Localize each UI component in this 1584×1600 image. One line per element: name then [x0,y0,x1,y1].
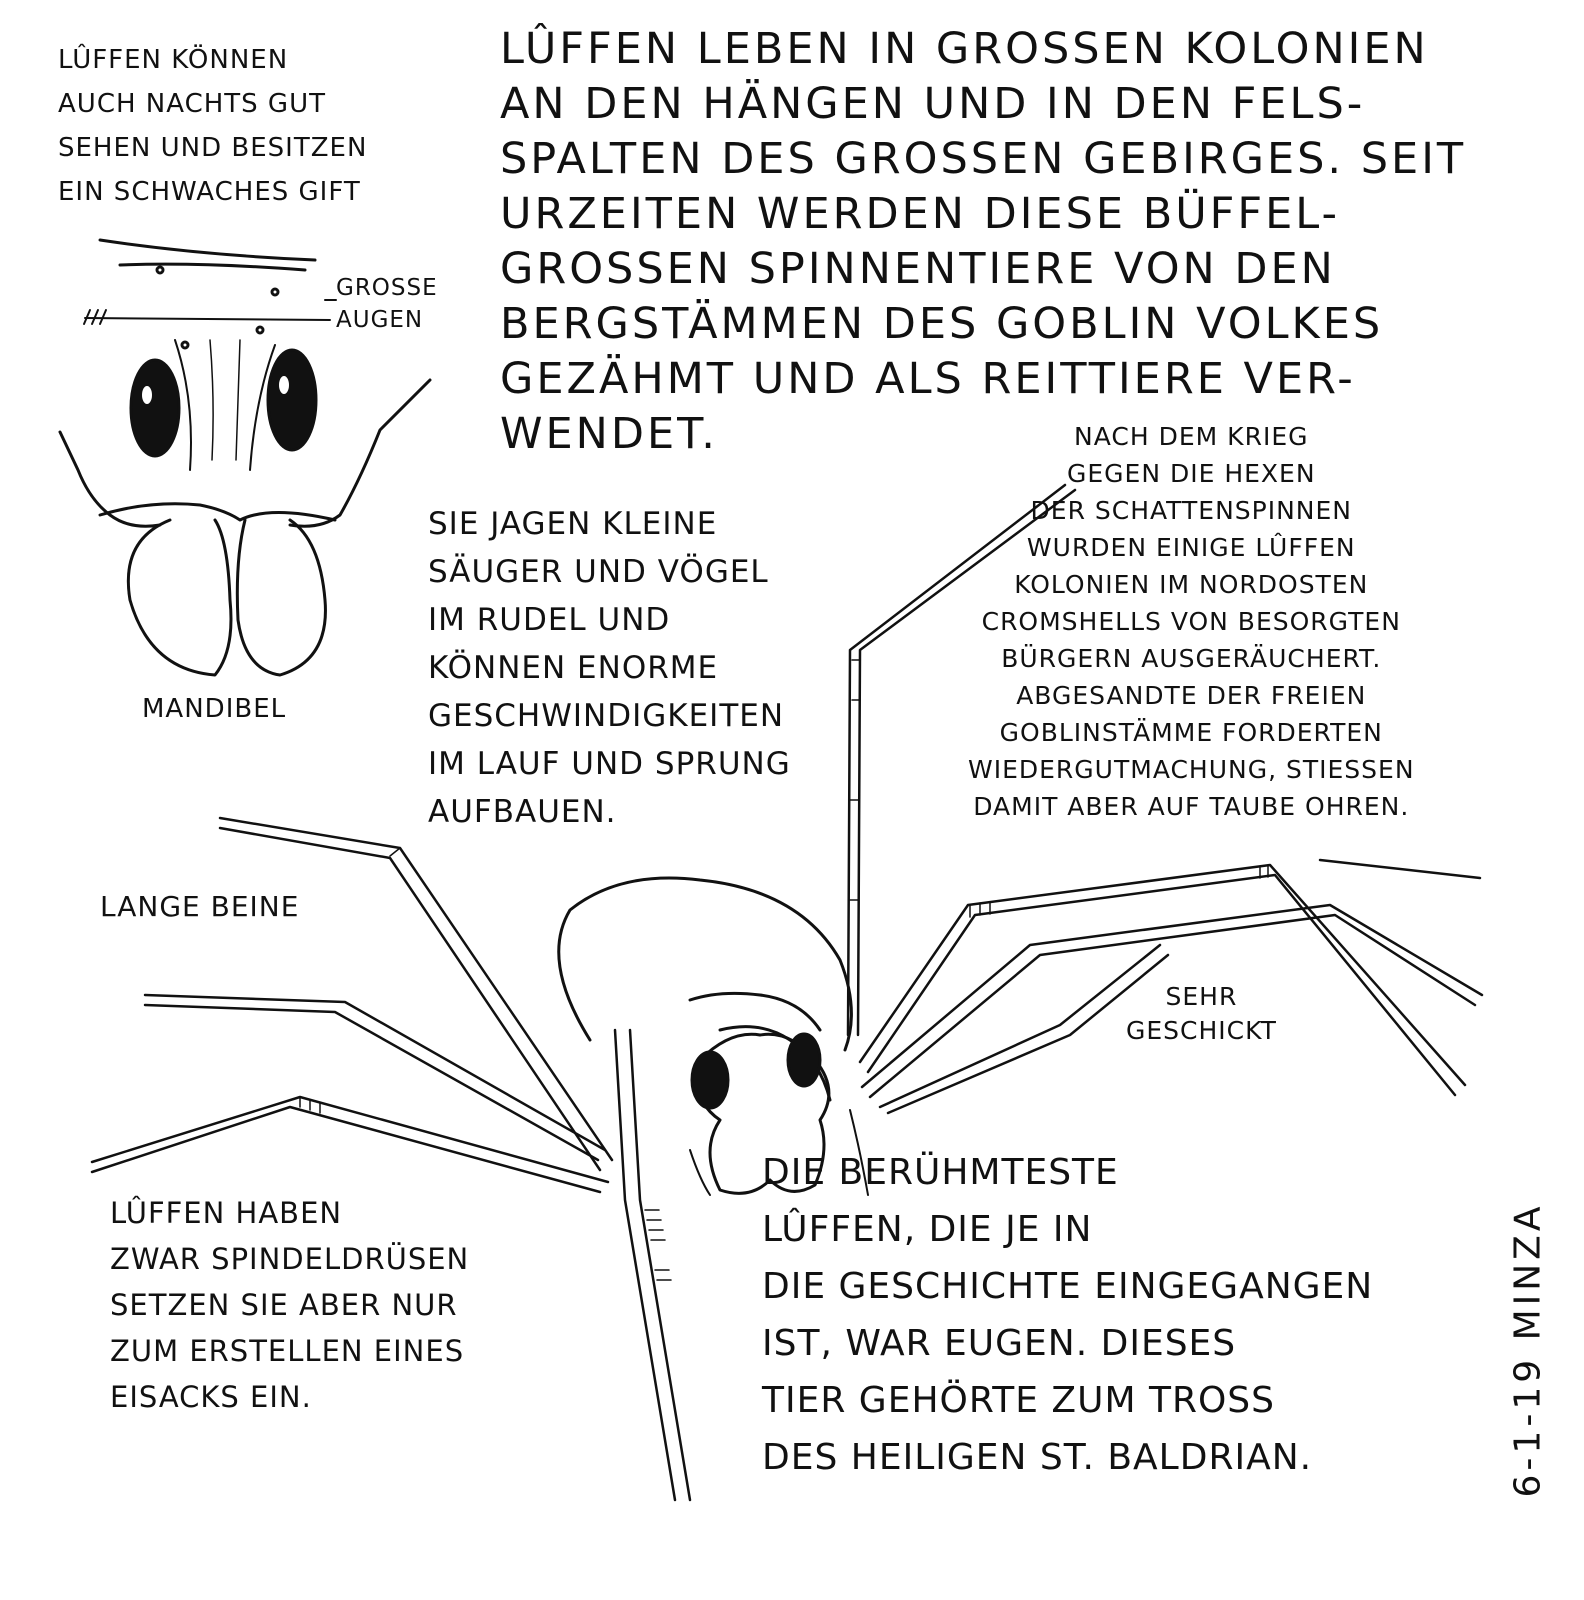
note-hunting: SIE JAGEN KLEINE SÄUGER UND VÖGEL IM RUDEL UND KÖNNEN ENORME GESCHWINDIGKEITEN IM LAUF UND SPRUNG AUFBAUEN. [428,506,791,830]
mandible [128,520,325,675]
large-eye [131,350,316,456]
note-famous-eugen: DIE BERÜHMTESTE LÛFFEN, DIE JE IN DIE GESCHICHTE EINGEGANGEN IST, WAR EUGEN. DIESES TIER GEHÖRTE ZUM TROSS DES HEILIGEN ST. BALDRIAN. [762,1152,1374,1478]
note-colonies: LÛFFEN LEBEN IN GROSSEN KOLONIEN AN DEN HÄNGEN UND IN DEN FELS- SPALTEN DES GROSSEN GEBIRGES. SEIT URZEITEN WERDEN DIESE BÜFFEL- GROSSEN SPINNENTIERE VON DEN BERGSTÄMMEN DES GOBLIN VOLKES GEZÄHMT UND ALS REITTIERE VER- WENDET. [500,24,1467,459]
label-long-legs: LANGE BEINE [100,890,300,923]
note-spinnerets: LÛFFEN HABEN ZWAR SPINDELDRÜSEN SETZEN SIE ABER NUR ZUM ERSTELLEN EINES EISACKS EIN. [110,1196,470,1414]
label-skilled: SEHR GESCHICKT [1126,982,1277,1045]
note-night-vision: LÛFFEN KÖNNEN AUCH NACHTS GUT SEHEN UND BESITZEN EIN SCHWACHES GIFT [58,45,368,207]
label-mandibles: MANDIBEL [142,694,287,724]
label-big-eyes: GROSSE AUGEN [336,275,438,333]
artist-signature: 6-1-19 MINZA [1507,1202,1549,1498]
note-after-war: NACH DEM KRIEG GEGEN DIE HEXEN DER SCHATTENSPINNEN WURDEN EINIGE LÛFFEN KOLONIEN IM NORDOSTEN CROMSHELLS VON BESORGTEN BÜRGERN AUSGERÄUCHERT. ABGESANDTE DER FREIEN GOBLINSTÄMME FORDERTEN WIEDERGUTMACHUNG, STIESSEN DAMIT ABER AUF TAUBE OHREN. [968,422,1415,821]
